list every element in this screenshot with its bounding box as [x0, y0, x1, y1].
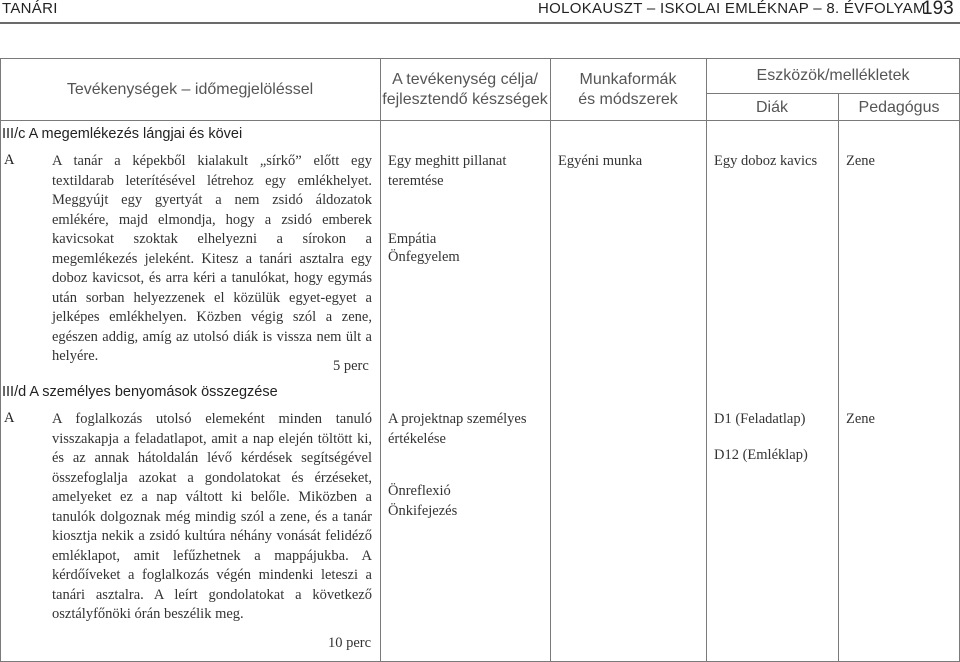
header-bottom-rule [0, 120, 960, 121]
section-d-activity: A foglalkozás utolsó elemeként minden tanuló visszakapja a feladatlapot, amit a nap elején töltött ki, és az annak hátoldalán lévő kérdések segítségével összefoglalja azokat a gondolatokat és érzéseket, amelyeket ez a nap váltott ki belőle. Miközben a tanulók dolgoznak még mindig szól a zene, és a tanár kiosztja nekik a zsidó kultúra néhány vonását felidéző emléklapot, amit lefűzhetnek a mappájukba. A kérdőíveket a foglalkozás végén mindenki leteszi a tanári asztalra. A leírt gondolatokat a következő osztályfőnöki órán beszélik meg. [52, 411, 372, 622]
col-header-activities: Tevékenységek – időmegjelöléssel [66, 81, 314, 98]
col-header-teacher: Pedagógus [858, 99, 940, 116]
col-divider-4 [838, 93, 839, 662]
col-divider-3 [706, 58, 707, 662]
table-left-border [0, 58, 1, 662]
col-header-methods-line1: Munkaformák [579, 71, 677, 88]
header-rule [0, 22, 960, 24]
section-c-marker: A [4, 152, 15, 168]
section-d-student-tool-2: D12 (Emléklap) [714, 447, 808, 463]
section-d-goal-1: A projektnap személyes értékelése [388, 411, 527, 447]
col-header-goals-line2: fejlesztendő készségek [382, 91, 548, 108]
table-top-border [0, 58, 960, 59]
section-d-student-tool-1: D1 (Feladatlap) [714, 411, 806, 427]
header-title: HOLOKAUSZT – ISKOLAI EMLÉKNAP – 8. ÉVFOLYAM [538, 0, 926, 17]
section-d-teacher-tool: Zene [846, 411, 875, 427]
col-divider-1 [380, 58, 381, 662]
page-number: 193 [922, 0, 954, 19]
col-header-goals-line1: A tevékenység célja/ [392, 71, 538, 88]
section-c-goal-3: Önfegyelem [388, 249, 460, 265]
subheader-rule [706, 93, 960, 94]
section-d-goal-2: Önreflexió [388, 483, 451, 499]
col-header-student: Diák [755, 99, 788, 116]
section-title-d: III/d A személyes benyomások összegzése [2, 384, 278, 400]
section-c-activity: A tanár a képekből kialakult „sírkő” előtt egy textildarab leterítésével létrehoz egy emlékhelyet. Meggyújt egy gyertyát a nem zsidó áldozatok emlékére, majd elmondja, hogy a zsidó emberek kavicsokat szoktak elhelyezni a sírokon a megemlékezés jeleként. Kitesz a tanári asztalra egy doboz kavicsot, és arra kéri a tanulókat, hogy egymás után sorban helyezzenek el közülük egyet-egyet a jelképes emlékhelyen. Közben végig szól a zene, egészen addig, amíg az utolsó diák is vissza nem ült a helyére. [52, 153, 372, 364]
col-header-methods-line2: és módszerek [578, 91, 678, 108]
section-c-goal-2: Empátia [388, 231, 437, 247]
header-left: TANÁRI [2, 0, 58, 17]
section-c-teacher-tool: Zene [846, 153, 875, 169]
col-header-tools: Eszközök/mellékletek [756, 67, 910, 84]
page-header [0, 0, 960, 24]
section-d-marker: A [4, 410, 15, 426]
section-c-goal-1: Egy meghitt pillanat teremtése [388, 153, 507, 189]
section-c-method: Egyéni munka [558, 153, 643, 169]
section-d-time: 10 perc [328, 635, 372, 651]
col-divider-2 [550, 58, 551, 662]
section-d-goal-3: Önkifejezés [388, 503, 458, 519]
section-title-c: III/c A megemlékezés lángjai és kövei [2, 126, 243, 142]
section-c-student-tool: Egy doboz kavics [714, 153, 818, 169]
section-c-time: 5 perc [333, 358, 369, 374]
